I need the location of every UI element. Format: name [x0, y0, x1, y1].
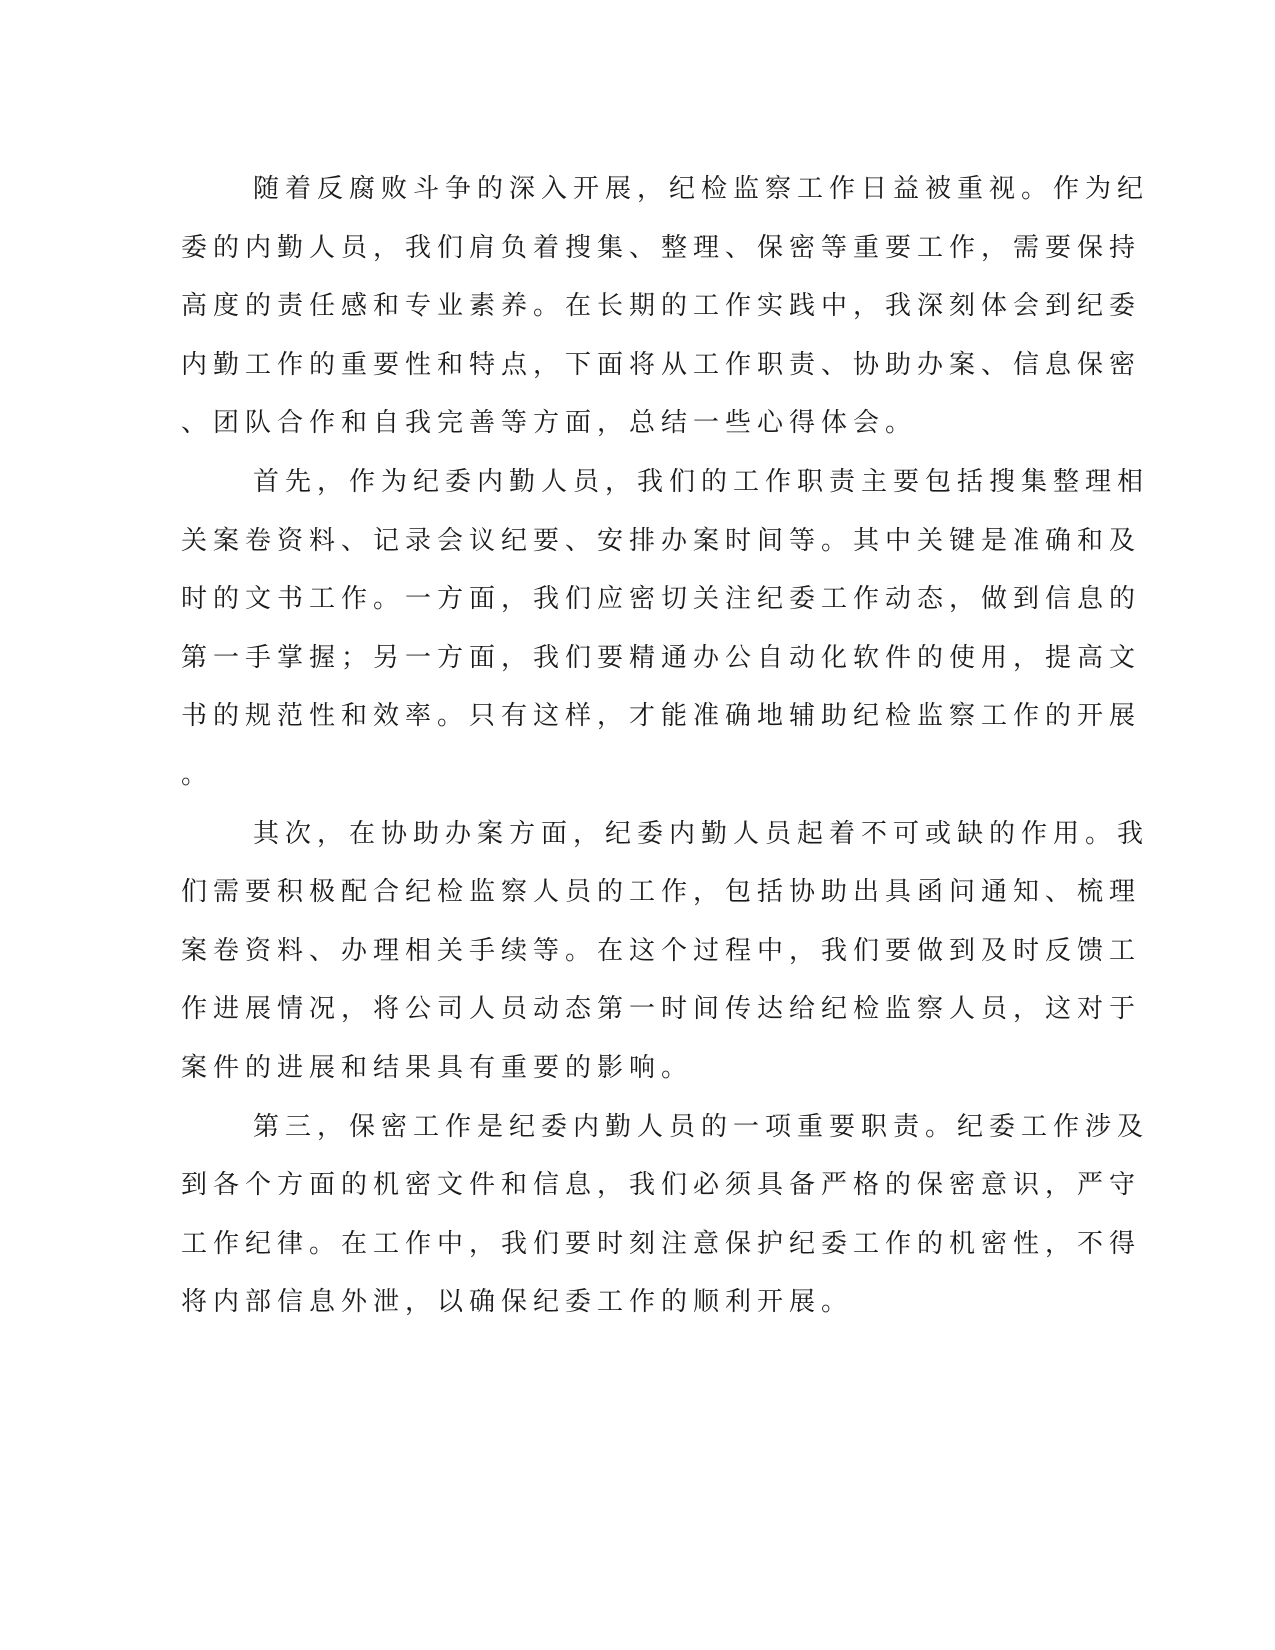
paragraph-line: 首先，作为纪委内勤人员，我们的工作职责主要包括搜集整理相 — [253, 466, 1150, 497]
paragraph-line: 时的文书工作。一方面，我们应密切关注纪委工作动态，做到信息的 — [181, 584, 1142, 615]
paragraph-line: 案件的进展和结果具有重要的影响。 — [181, 1052, 694, 1083]
paragraph-line: 。 — [181, 759, 214, 790]
paragraph-line: 关案卷资料、记录会议纪要、安排办案时间等。其中关键是准确和及 — [181, 525, 1142, 556]
paragraph-line: 将内部信息外泄，以确保纪委工作的顺利开展。 — [181, 1287, 854, 1318]
paragraph-line: 第三，保密工作是纪委内勤人员的一项重要职责。纪委工作涉及 — [253, 1111, 1150, 1142]
paragraph-line: 工作纪律。在工作中，我们要时刻注意保护纪委工作的机密性，不得 — [181, 1228, 1142, 1259]
paragraph-line: 内勤工作的重要性和特点，下面将从工作职责、协助办案、信息保密 — [181, 349, 1142, 380]
paragraph-line: 其次，在协助办案方面，纪委内勤人员起着不可或缺的作用。我 — [253, 818, 1150, 849]
paragraph-line: 随着反腐败斗争的深入开展，纪检监察工作日益被重视。作为纪 — [253, 174, 1150, 204]
document-body — [181, 160, 1150, 1332]
paragraph-line: 作进展情况，将公司人员动态第一时间传达给纪检监察人员，这对于 — [181, 994, 1142, 1025]
paragraph-line: 书的规范性和效率。只有这样，才能准确地辅助纪检监察工作的开展 — [181, 701, 1142, 732]
paragraph-line: 第一手掌握；另一方面，我们要精通办公自动化软件的使用，提高文 — [181, 642, 1142, 673]
paragraph-line: 高度的责任感和专业素养。在长期的工作实践中，我深刻体会到纪委 — [181, 291, 1142, 322]
paragraph-intro — [181, 160, 1150, 453]
paragraph-line: 们需要积极配合纪检监察人员的工作，包括协助出具函问通知、梳理 — [181, 877, 1142, 908]
paragraph-first — [181, 453, 1150, 805]
paragraph-third — [181, 1098, 1150, 1332]
paragraph-line: 委的内勤人员，我们肩负着搜集、整理、保密等重要工作，需要保持 — [181, 232, 1142, 263]
paragraph-line: 到各个方面的机密文件和信息，我们必须具备严格的保密意识，严守 — [181, 1170, 1142, 1201]
paragraph-line: 、团队合作和自我完善等方面，总结一些心得体会。 — [181, 408, 918, 439]
paragraph-second — [181, 805, 1150, 1098]
paragraph-line: 案卷资料、办理相关手续等。在这个过程中，我们要做到及时反馈工 — [181, 935, 1142, 966]
